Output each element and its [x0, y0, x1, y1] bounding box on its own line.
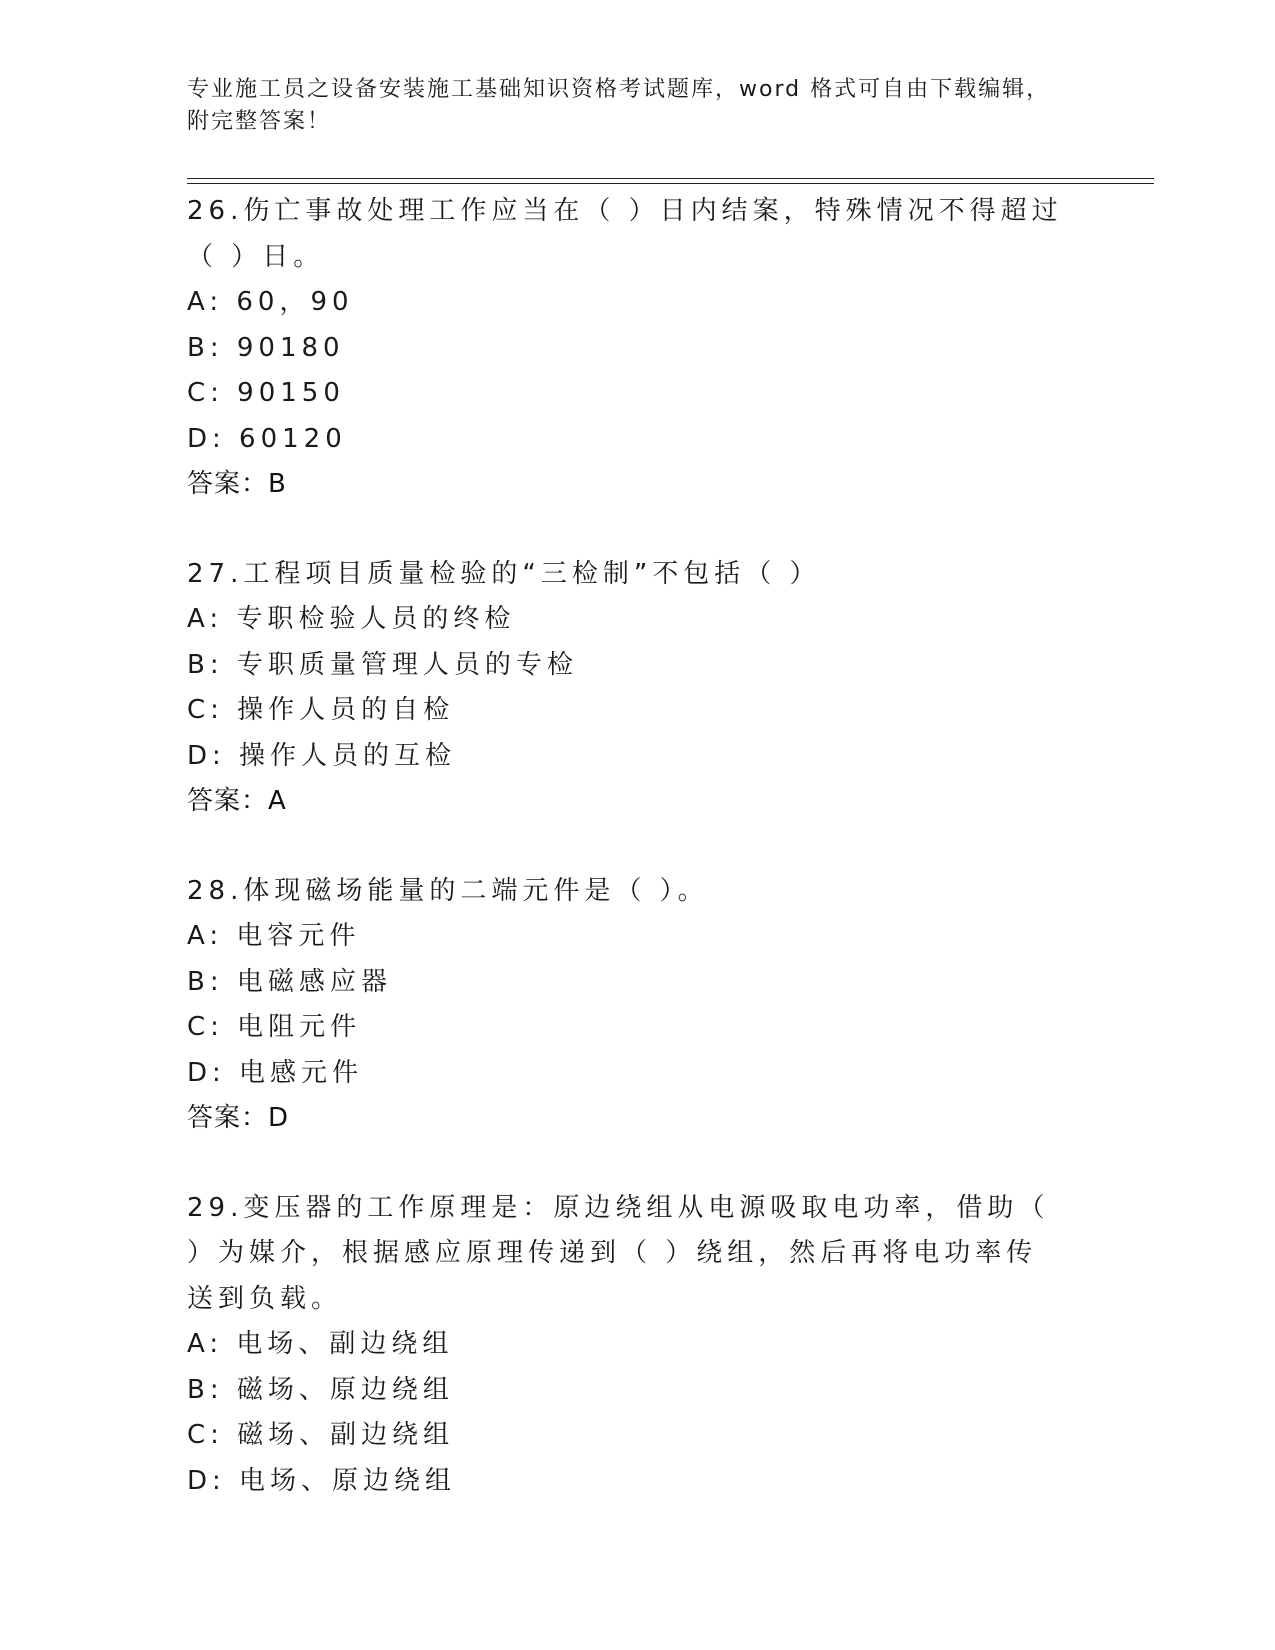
- option-a: A: 电容元件: [187, 921, 361, 951]
- option-c: C: 磁场、副边绕组: [187, 1420, 455, 1450]
- option-c: C: 电阻元件: [187, 1012, 362, 1042]
- option-c: C: 操作人员的自检: [187, 695, 455, 725]
- option-d: D: 电感元件: [187, 1057, 364, 1088]
- header-divider-bottom: [187, 183, 1154, 184]
- answer-line: 答案：A: [187, 786, 287, 816]
- question-list: [187, 189, 1087, 1548]
- question-stem: 26.伤亡事故处理工作应当在（ ）日内结案，特殊情况不得超过（ ）日。: [187, 196, 1063, 272]
- option-c: C: 90150: [187, 378, 345, 408]
- question-28: [187, 869, 1087, 1142]
- document-header: 专业施工员之设备安装施工基础知识资格考试题库，word 格式可自由下载编辑，附完整答案！: [187, 77, 1051, 134]
- question-stem: 29.变压器的工作原理是：原边绕组从电源吸取电功率，借助（ ）为媒介，根据感应原理传递到（ ）绕组，然后再将电功率传送到负载。: [187, 1192, 1050, 1314]
- option-a: A: 专职检验人员的终检: [187, 604, 516, 634]
- answer-line: 答案：B: [187, 469, 287, 499]
- option-b: B: 90180: [187, 332, 345, 363]
- option-b: B: 电磁感应器: [187, 966, 392, 997]
- question-29: [187, 1186, 1087, 1505]
- question-27: [187, 552, 1087, 825]
- header-divider-top: [187, 178, 1154, 179]
- option-d: D: 操作人员的互检: [187, 740, 457, 771]
- option-b: B: 专职质量管理人员的专检: [187, 649, 578, 680]
- option-d: D: 电场、原边绕组: [187, 1465, 457, 1496]
- option-a: A: 电场、副边绕组: [187, 1329, 454, 1359]
- question-stem: 28.体现磁场能量的二端元件是（ ）。: [187, 875, 709, 906]
- option-d: D: 60120: [187, 423, 347, 454]
- answer-line: 答案：D: [187, 1103, 290, 1133]
- option-b: B: 磁场、原边绕组: [187, 1374, 454, 1405]
- question-26: [187, 189, 1087, 508]
- option-a: A: 60，90: [187, 287, 354, 317]
- question-stem: 27.工程项目质量检验的“三检制”不包括（ ）: [187, 558, 821, 589]
